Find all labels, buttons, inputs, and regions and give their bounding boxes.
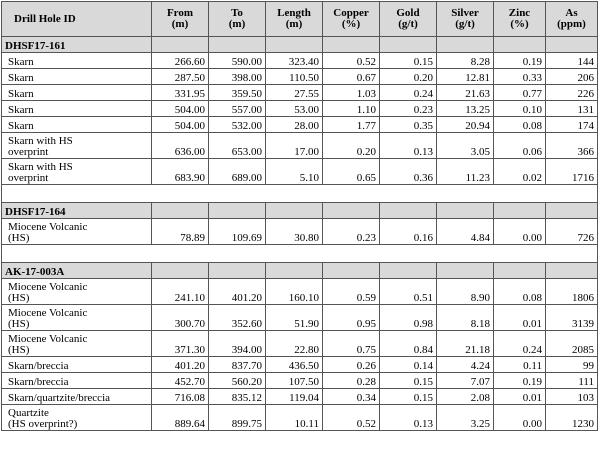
value-cell: 3.05 (437, 133, 494, 159)
value-cell: 1.77 (323, 117, 380, 133)
table-row (2, 405, 598, 431)
lithology-cell (2, 69, 152, 85)
value-cell: 0.13 (380, 133, 437, 159)
value-cell: 2.08 (437, 389, 494, 405)
header-label: To (231, 7, 243, 19)
lithology-text: Skarn/quartzite/breccia (8, 392, 111, 404)
drill-hole-header-cell (437, 203, 494, 219)
value-cell: 3139 (546, 305, 598, 331)
lithology-text: Miocene Volcanic (8, 333, 88, 345)
header-unit: (m) (285, 18, 303, 30)
value-cell: 0.35 (380, 117, 437, 133)
header-label: Gold (396, 7, 420, 19)
header-label: Copper (333, 7, 369, 19)
drill-hole-header-cell (494, 37, 546, 53)
value-cell: 11.23 (437, 159, 494, 185)
value-cell: 3.25 (437, 405, 494, 431)
table-row (2, 373, 598, 389)
lithology-text: overprint (8, 172, 49, 184)
value-cell: 0.20 (323, 133, 380, 159)
table-row (2, 69, 598, 85)
value-cell: 2085 (546, 331, 598, 357)
value-cell: 1716 (546, 159, 598, 185)
drill-hole-header-cell (437, 37, 494, 53)
header-unit: (ppm) (557, 18, 586, 30)
table-body (2, 37, 598, 431)
value-cell: 504.00 (152, 117, 209, 133)
value-cell: 10.11 (266, 405, 323, 431)
value-cell: 119.04 (266, 389, 323, 405)
value-cell: 53.00 (266, 101, 323, 117)
lithology-cell (2, 305, 152, 331)
value-cell: 144 (546, 53, 598, 69)
value-cell: 532.00 (209, 117, 266, 133)
spacer-cell (546, 185, 598, 203)
value-cell: 504.00 (152, 101, 209, 117)
spacer-cell (437, 245, 494, 263)
spacer-cell (323, 245, 380, 263)
spacer-cell (2, 185, 152, 203)
lithology-cell (2, 357, 152, 373)
header-unit: (g/t) (455, 18, 475, 30)
value-cell: 371.30 (152, 331, 209, 357)
value-cell: 1806 (546, 279, 598, 305)
lithology-text: (HS) (8, 292, 30, 304)
lithology-text: Skarn (8, 88, 34, 100)
lithology-cell (2, 279, 152, 305)
header-label: Silver (451, 7, 479, 19)
value-cell: 726 (546, 219, 598, 245)
value-cell: 835.12 (209, 389, 266, 405)
value-cell: 99 (546, 357, 598, 373)
lithology-text: Skarn with HS (8, 135, 73, 147)
lithology-cell (2, 389, 152, 405)
value-cell: 0.77 (494, 85, 546, 101)
value-cell: 683.90 (152, 159, 209, 185)
lithology-cell (2, 117, 152, 133)
spacer-cell (494, 185, 546, 203)
value-cell: 20.94 (437, 117, 494, 133)
lithology-text: Skarn (8, 104, 34, 116)
value-cell: 131 (546, 101, 598, 117)
value-cell: 241.10 (152, 279, 209, 305)
value-cell: 899.75 (209, 405, 266, 431)
spacer-cell (152, 245, 209, 263)
value-cell: 716.08 (152, 389, 209, 405)
value-cell: 13.25 (437, 101, 494, 117)
drill-hole-header-cell (546, 263, 598, 279)
spacer-row (2, 245, 598, 263)
spacer-cell (209, 245, 266, 263)
value-cell: 0.15 (380, 53, 437, 69)
drill-hole-header-cell (209, 37, 266, 53)
header-label: Zinc (508, 7, 531, 19)
header-row (2, 2, 598, 37)
value-cell: 0.75 (323, 331, 380, 357)
value-cell: 0.20 (380, 69, 437, 85)
lithology-cell (2, 101, 152, 117)
spacer-cell (323, 185, 380, 203)
lithology-cell (2, 85, 152, 101)
header-label: From (166, 7, 194, 19)
drill-hole-header-cell (380, 37, 437, 53)
lithology-text: Miocene Volcanic (8, 307, 88, 319)
value-cell: 300.70 (152, 305, 209, 331)
drill-hole-header-row (2, 263, 598, 279)
value-cell: 103 (546, 389, 598, 405)
lithology-text: Skarn/breccia (8, 376, 69, 388)
drill-hole-header-cell (546, 203, 598, 219)
value-cell: 206 (546, 69, 598, 85)
value-cell: 174 (546, 117, 598, 133)
drill-results-table (1, 1, 598, 431)
spacer-cell (2, 245, 152, 263)
spacer-cell (152, 185, 209, 203)
drill-hole-header-cell (546, 37, 598, 53)
header-unit: (m) (171, 18, 189, 30)
value-cell: 17.00 (266, 133, 323, 159)
value-cell: 557.00 (209, 101, 266, 117)
drill-hole-header-cell (437, 263, 494, 279)
lithology-text: (HS) (8, 318, 30, 330)
value-cell: 0.23 (323, 219, 380, 245)
value-cell: 0.24 (494, 331, 546, 357)
lithology-cell (2, 405, 152, 431)
drill-hole-header-cell (323, 263, 380, 279)
spacer-cell (546, 245, 598, 263)
drill-hole-header-cell (152, 263, 209, 279)
value-cell: 0.84 (380, 331, 437, 357)
value-cell: 160.10 (266, 279, 323, 305)
value-cell: 1.10 (323, 101, 380, 117)
header-cell (437, 2, 494, 37)
value-cell: 0.15 (380, 389, 437, 405)
value-cell: 5.10 (266, 159, 323, 185)
value-cell: 0.01 (494, 389, 546, 405)
value-cell: 0.02 (494, 159, 546, 185)
header-label: Drill Hole ID (14, 12, 76, 25)
value-cell: 21.63 (437, 85, 494, 101)
table-row (2, 389, 598, 405)
table-row (2, 133, 598, 159)
value-cell: 653.00 (209, 133, 266, 159)
drill-hole-header-cell (494, 203, 546, 219)
value-cell: 0.33 (494, 69, 546, 85)
drill-hole-header-cell (323, 37, 380, 53)
spacer-cell (380, 185, 437, 203)
value-cell: 398.00 (209, 69, 266, 85)
lithology-cell (2, 331, 152, 357)
results-table-container (1, 1, 599, 460)
value-cell: 0.59 (323, 279, 380, 305)
value-cell: 0.13 (380, 405, 437, 431)
value-cell: 0.15 (380, 373, 437, 389)
lithology-cell (2, 159, 152, 185)
lithology-text: Miocene Volcanic (8, 281, 88, 293)
drill-hole-header-cell (266, 37, 323, 53)
spacer-cell (209, 185, 266, 203)
drill-hole-header-cell (266, 203, 323, 219)
value-cell: 401.20 (209, 279, 266, 305)
header-drill-hole-id (2, 2, 152, 37)
value-cell: 0.95 (323, 305, 380, 331)
lithology-text: Skarn/breccia (8, 360, 69, 372)
value-cell: 8.28 (437, 53, 494, 69)
value-cell: 0.67 (323, 69, 380, 85)
value-cell: 394.00 (209, 331, 266, 357)
value-cell: 226 (546, 85, 598, 101)
header-cell (323, 2, 380, 37)
value-cell: 0.26 (323, 357, 380, 373)
drill-hole-header-cell (209, 263, 266, 279)
drill-hole-id: AK-17-003A (2, 263, 152, 279)
value-cell: 0.06 (494, 133, 546, 159)
value-cell: 0.23 (380, 101, 437, 117)
spacer-row (2, 185, 598, 203)
table-row (2, 53, 598, 69)
value-cell: 560.20 (209, 373, 266, 389)
header-unit: (m) (228, 18, 246, 30)
drill-hole-header-cell (152, 37, 209, 53)
value-cell: 401.20 (152, 357, 209, 373)
lithology-text: (HS) (8, 344, 30, 356)
drill-hole-header-row (2, 203, 598, 219)
value-cell: 22.80 (266, 331, 323, 357)
table-row (2, 331, 598, 357)
value-cell: 1.03 (323, 85, 380, 101)
lithology-text: Skarn (8, 120, 34, 132)
value-cell: 359.50 (209, 85, 266, 101)
value-cell: 0.34 (323, 389, 380, 405)
value-cell: 0.10 (494, 101, 546, 117)
value-cell: 4.24 (437, 357, 494, 373)
value-cell: 0.98 (380, 305, 437, 331)
header-unit: (%) (510, 18, 529, 30)
header-cell (546, 2, 598, 37)
drill-hole-header-cell (494, 263, 546, 279)
value-cell: 0.52 (323, 53, 380, 69)
drill-hole-header-cell (380, 203, 437, 219)
value-cell: 27.55 (266, 85, 323, 101)
value-cell: 1230 (546, 405, 598, 431)
value-cell: 30.80 (266, 219, 323, 245)
drill-hole-header-cell (323, 203, 380, 219)
header-cell (152, 2, 209, 37)
value-cell: 21.18 (437, 331, 494, 357)
table-row (2, 85, 598, 101)
lithology-cell (2, 133, 152, 159)
value-cell: 331.95 (152, 85, 209, 101)
header-cell (494, 2, 546, 37)
value-cell: 366 (546, 133, 598, 159)
value-cell: 0.14 (380, 357, 437, 373)
table-row (2, 117, 598, 133)
value-cell: 436.50 (266, 357, 323, 373)
lithology-text: Skarn (8, 72, 34, 84)
value-cell: 837.70 (209, 357, 266, 373)
value-cell: 28.00 (266, 117, 323, 133)
value-cell: 0.52 (323, 405, 380, 431)
spacer-cell (437, 185, 494, 203)
drill-hole-id: DHSF17-164 (2, 203, 152, 219)
lithology-text: (HS overprint?) (8, 418, 78, 430)
table-row (2, 305, 598, 331)
value-cell: 0.00 (494, 405, 546, 431)
drill-hole-header-cell (152, 203, 209, 219)
drill-hole-header-cell (266, 263, 323, 279)
header-label: As (565, 7, 578, 19)
table-row (2, 279, 598, 305)
lithology-cell (2, 219, 152, 245)
value-cell: 636.00 (152, 133, 209, 159)
table-row (2, 219, 598, 245)
value-cell: 7.07 (437, 373, 494, 389)
value-cell: 0.19 (494, 53, 546, 69)
lithology-text: Quartzite (8, 407, 49, 419)
header-cell (209, 2, 266, 37)
header-cell (380, 2, 437, 37)
header-cell (266, 2, 323, 37)
lithology-text: Skarn with HS (8, 161, 73, 173)
spacer-cell (266, 245, 323, 263)
value-cell: 110.50 (266, 69, 323, 85)
value-cell: 590.00 (209, 53, 266, 69)
table-row (2, 101, 598, 117)
value-cell: 107.50 (266, 373, 323, 389)
value-cell: 452.70 (152, 373, 209, 389)
lithology-text: (HS) (8, 232, 30, 244)
value-cell: 0.11 (494, 357, 546, 373)
value-cell: 689.00 (209, 159, 266, 185)
value-cell: 0.51 (380, 279, 437, 305)
value-cell: 4.84 (437, 219, 494, 245)
value-cell: 12.81 (437, 69, 494, 85)
header-label: Length (277, 7, 311, 19)
value-cell: 0.16 (380, 219, 437, 245)
lithology-text: Miocene Volcanic (8, 221, 88, 233)
value-cell: 0.24 (380, 85, 437, 101)
value-cell: 109.69 (209, 219, 266, 245)
value-cell: 266.60 (152, 53, 209, 69)
lithology-cell (2, 53, 152, 69)
value-cell: 51.90 (266, 305, 323, 331)
lithology-text: overprint (8, 146, 49, 158)
value-cell: 352.60 (209, 305, 266, 331)
value-cell: 0.08 (494, 117, 546, 133)
lithology-cell (2, 373, 152, 389)
value-cell: 0.19 (494, 373, 546, 389)
value-cell: 0.36 (380, 159, 437, 185)
value-cell: 0.08 (494, 279, 546, 305)
drill-hole-id: DHSF17-161 (2, 37, 152, 53)
value-cell: 78.89 (152, 219, 209, 245)
value-cell: 323.40 (266, 53, 323, 69)
spacer-cell (380, 245, 437, 263)
value-cell: 8.90 (437, 279, 494, 305)
spacer-cell (494, 245, 546, 263)
value-cell: 0.00 (494, 219, 546, 245)
table-row (2, 159, 598, 185)
value-cell: 111 (546, 373, 598, 389)
value-cell: 8.18 (437, 305, 494, 331)
drill-hole-header-cell (380, 263, 437, 279)
drill-hole-header-row (2, 37, 598, 53)
lithology-text: Skarn (8, 56, 34, 68)
value-cell: 889.64 (152, 405, 209, 431)
spacer-cell (266, 185, 323, 203)
value-cell: 0.01 (494, 305, 546, 331)
drill-hole-header-cell (209, 203, 266, 219)
value-cell: 287.50 (152, 69, 209, 85)
value-cell: 0.65 (323, 159, 380, 185)
table-row (2, 357, 598, 373)
header-unit: (%) (341, 18, 361, 30)
header-unit: (g/t) (398, 18, 418, 30)
value-cell: 0.28 (323, 373, 380, 389)
